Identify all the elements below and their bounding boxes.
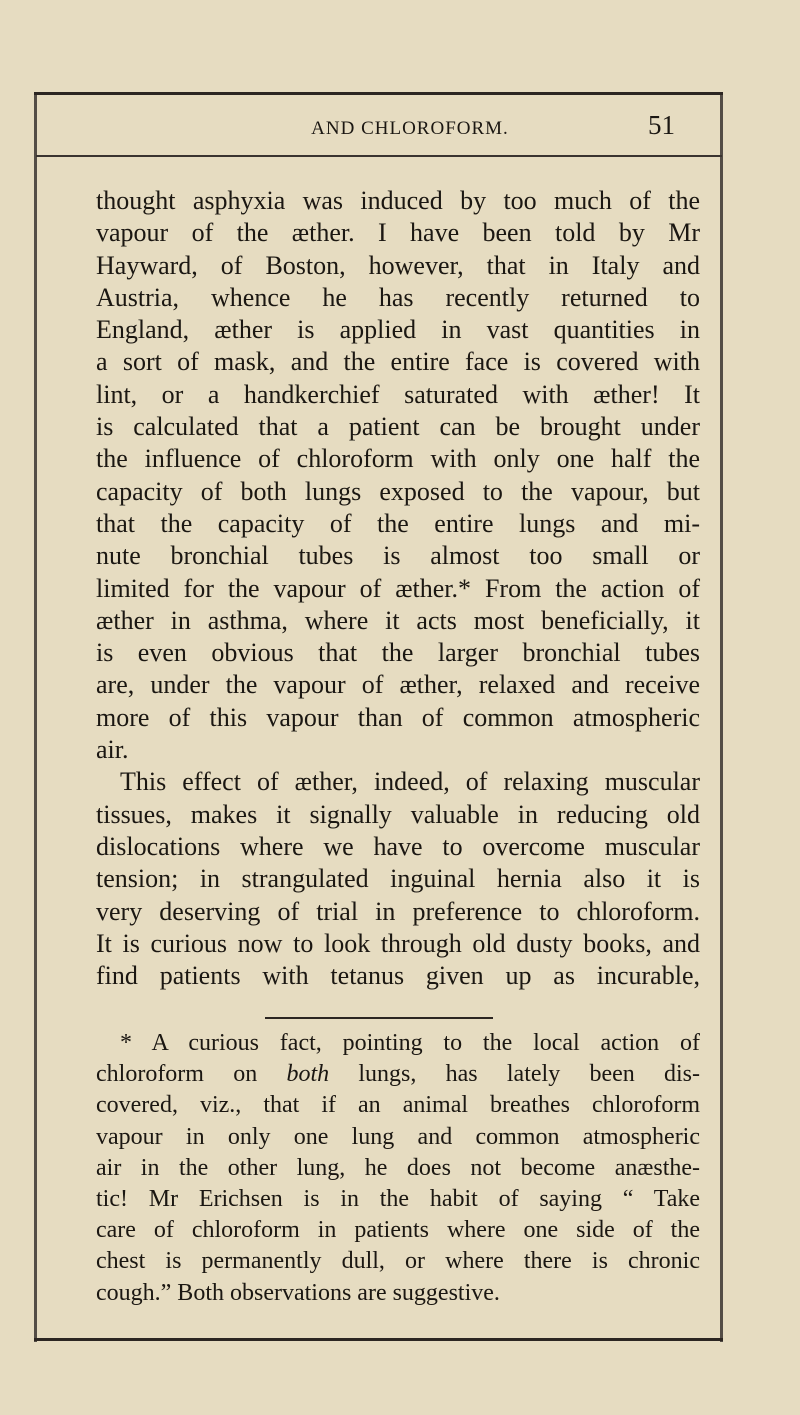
page-left-edge: [34, 92, 37, 1342]
footnote-line: air in the other lung, he does not become anæsthe-: [96, 1154, 700, 1181]
text-line: It is curious now to look through old dusty books, and: [96, 928, 700, 958]
text-line: capacity of both lungs exposed to the vapour, but: [96, 476, 700, 506]
page-right-edge: [720, 92, 723, 1342]
text-line: æther in asthma, where it acts most beneficially, it: [96, 605, 700, 635]
footnote-line: [96, 1059, 700, 1090]
text-line: more of this vapour than of common atmospheric: [96, 702, 700, 732]
footnote-line: cough.” Both observations are suggestive.: [96, 1279, 500, 1306]
text-line: that the capacity of the entire lungs and mi-: [96, 508, 700, 538]
footnote-text: lungs, has lately been dis-: [329, 1061, 700, 1088]
footnote-line: vapour in only one lung and common atmospheric: [96, 1123, 700, 1150]
footnote-line: covered, viz., that if an animal breathes chloroform: [96, 1092, 700, 1119]
text-line: the influence of chloroform with only one half the: [96, 444, 700, 474]
text-line: very deserving of trial in preference to chloroform.: [96, 896, 700, 926]
text-line: thought asphyxia was induced by too much of the: [96, 186, 700, 215]
text-line: lint, or a handkerchief saturated with æther! It: [96, 379, 700, 409]
paragraph-end-line: air.: [96, 735, 129, 765]
running-head: AND CHLOROFORM.: [311, 118, 509, 139]
footnote-line: * A curious fact, pointing to the local action of: [120, 1030, 700, 1056]
text-line: are, under the vapour of æther, relaxed and receive: [96, 670, 700, 700]
text-line: dislocations where we have to overcome muscular: [96, 831, 700, 861]
top-rule: [34, 92, 723, 95]
bottom-rule: [34, 1338, 723, 1341]
footnote: [96, 1028, 700, 1309]
text-line: vapour of the æther. I have been told by Mr: [96, 218, 700, 248]
text-line: limited for the vapour of æther.* From the action of: [96, 573, 700, 603]
paragraph-start-line: This effect of æther, indeed, of relaxing muscular: [120, 767, 700, 797]
text-line: England, æther is applied in vast quantities in: [96, 315, 700, 345]
text-line: a sort of mask, and the entire face is covered with: [96, 347, 700, 377]
text-line: is calculated that a patient can be brought under: [96, 412, 700, 442]
footnote-line: care of chloroform in patients where one side of the: [96, 1217, 700, 1244]
footnote-line: tic! Mr Erichsen is in the habit of saying “ Take: [96, 1186, 700, 1213]
footnote-emphasis: both: [286, 1061, 330, 1088]
page-number: 51: [648, 110, 675, 140]
text-line: tension; in strangulated inguinal hernia also it is: [96, 864, 700, 894]
text-line: tissues, makes it signally valuable in reducing old: [96, 799, 700, 829]
footnote-line: chest is permanently dull, or where there is chronic: [96, 1248, 700, 1275]
header-rule: [36, 155, 722, 157]
text-line: nute bronchial tubes is almost too small or: [96, 541, 700, 571]
text-line: is even obvious that the larger bronchial tubes: [96, 638, 700, 668]
text-line: Austria, whence he has recently returned to: [96, 282, 700, 312]
text-line: Hayward, of Boston, however, that in Italy and: [96, 250, 700, 280]
footnote-rule: [265, 1017, 493, 1019]
text-line: find patients with tetanus given up as incurable,: [96, 961, 700, 991]
body-text: [96, 185, 700, 992]
footnote-text: chloroform on: [96, 1061, 287, 1088]
